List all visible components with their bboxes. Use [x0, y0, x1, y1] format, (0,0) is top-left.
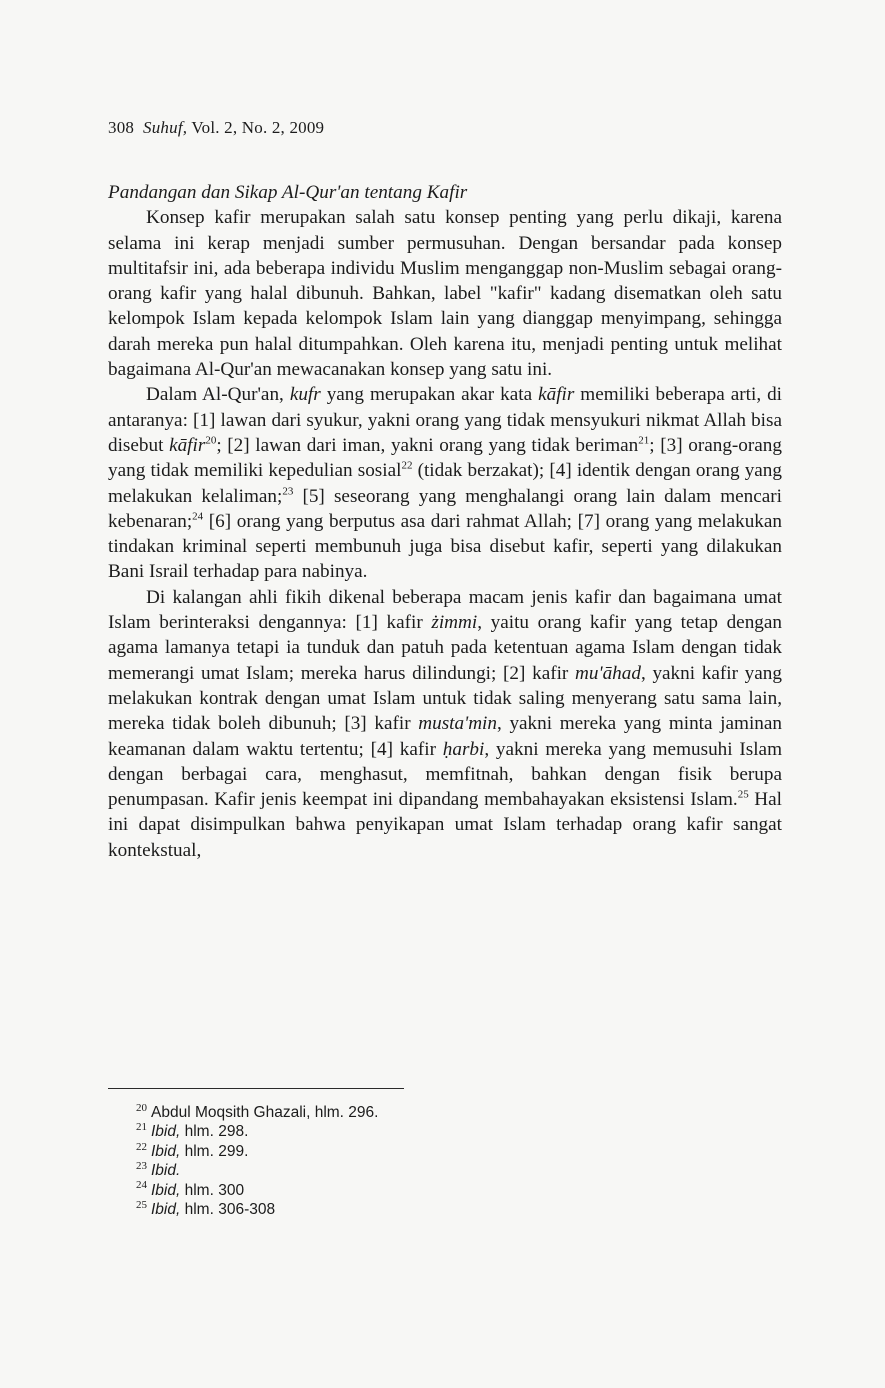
p3-text: Di kalangan ahli fikih dikenal beberapa macam jenis kafir dan bagaimana umat Islam berinteraksi dengannya: [1] kafir — [108, 586, 782, 634]
footnote — [136, 1161, 736, 1180]
journal-name: Suhuf, — [143, 118, 188, 137]
running-head — [108, 118, 324, 138]
p3-text: , yakni mereka yang minta jaminan keamanan dalam waktu tertentu; [4] kafir — [108, 713, 782, 760]
footnote-text: Abdul Moqsith Ghazali, hlm. 296. — [151, 1104, 379, 1121]
footnote-ref-25[interactable]: 25 — [737, 788, 749, 801]
volume-info: Vol. 2, No. 2, 2009 — [191, 118, 325, 137]
p3-text: , yaitu orang kafir yang tetap dengan agama lamanya tetapi ia tunduk dan patuh pada ketentuan agama Islam dengan tidak memerangi umat Islam; mereka harus dilindungi; [2] kafir — [108, 612, 782, 684]
footnote-ref-23[interactable]: 23 — [282, 485, 294, 498]
footnote — [136, 1181, 736, 1200]
footnote-text: hlm. 298. — [180, 1123, 249, 1141]
footnote-divider — [108, 1088, 404, 1089]
p3-text: , yakni kafir yang melakukan kontrak dengan umat Islam untuk tidak saling menyerang satu sama lain, mereka tidak boleh dibunuh; [3] kafir — [108, 662, 782, 735]
p2-text: ; [2] lawan dari iman, yakni orang yang tidak beriman — [216, 434, 639, 456]
footnote-number: 21 — [136, 1121, 147, 1134]
page-number: 308 — [108, 118, 135, 137]
term-zimmi: żimmi — [431, 612, 478, 634]
section-title: Pandangan dan Sikap Al-Qur'an tentang Kafir — [108, 182, 468, 203]
footnote — [136, 1142, 736, 1161]
term-harbi: ḥarbi — [442, 738, 485, 760]
term-kufr: kufr — [289, 384, 321, 406]
term-muahad: mu'āhad — [575, 662, 641, 684]
footnote — [136, 1103, 736, 1122]
footnote-ibid: Ibid, — [151, 1142, 181, 1160]
footnote-ref-22[interactable]: 22 — [401, 459, 413, 472]
p3-text: Hal ini dapat disimpulkan bahwa penyikapan umat Islam terhadap orang kafir sangat kontekstual, — [108, 789, 782, 861]
footnote-ibid: Ibid, — [151, 1181, 181, 1199]
footnote-ref-20[interactable]: 20 — [205, 434, 217, 447]
p2-text: yang merupakan akar kata — [320, 384, 539, 406]
term-kafir: kāfir — [169, 434, 206, 456]
p2-text: Dalam Al-Qur'an, — [146, 384, 290, 406]
p2-text: (tidak berzakat); [4] identik dengan orang yang melakukan kelaliman; — [108, 460, 782, 507]
footnote-number: 24 — [136, 1179, 147, 1192]
footnote-ibid: Ibid, — [151, 1201, 181, 1219]
p2-text: ; [3] orang-orang yang tidak memiliki kepedulian sosial — [108, 434, 782, 482]
footnote — [136, 1200, 736, 1219]
term-mustamin: musta'min — [418, 713, 497, 735]
footnote-number: 20 — [136, 1101, 147, 1114]
footnote-ref-24[interactable]: 24 — [192, 510, 204, 523]
p2-text: [5] seseorang yang menghalangi orang lain dalam mencari kebenaran; — [108, 485, 782, 532]
footnote-ref-21[interactable]: 21 — [638, 434, 650, 447]
footnote-ibid: Ibid. — [151, 1162, 181, 1180]
footnote-text: hlm. 300 — [180, 1181, 245, 1199]
p2-text: [6] orang yang berputus asa dari rahmat Allah; [7] orang yang melakukan tindakan kriminal seperti membunuh juga bisa disebut kafir, seperti yang dilakukan Bani Israil terhadap para nabinya. — [108, 510, 782, 583]
paragraph-2 — [108, 382, 782, 584]
term-kafir: kāfir — [538, 384, 575, 406]
footnote-ibid: Ibid, — [151, 1123, 181, 1141]
footnote — [136, 1122, 736, 1141]
footnote-text: hlm. 306-308 — [180, 1201, 276, 1219]
footnotes — [136, 1103, 736, 1219]
footnote-number: 25 — [136, 1198, 147, 1211]
footnote-number: 22 — [136, 1140, 147, 1153]
p2-text: memiliki beberapa arti, di antaranya: [1] lawan dari syukur, yakni orang yang tidak mensyukuri nikmat Allah bisa disebut — [108, 384, 783, 456]
paragraph-3 — [108, 585, 782, 863]
footnote-text: hlm. 299. — [180, 1142, 249, 1160]
footnote-number: 23 — [136, 1160, 147, 1173]
p3-text: , yakni mereka yang memusuhi Islam dengan berbagai cara, menghasut, memfitnah, bahkan dengan fisik berupa penumpasan. Kafir jenis keempat ini dipandang membahayakan eksistensi Islam. — [108, 738, 782, 811]
paragraph-1: Konsep kafir merupakan salah satu konsep penting yang perlu dikaji, karena selama ini kerap menjadi sumber permusuhan. Dengan bersandar pada konsep multitafsir ini, ada beberapa individu Muslim menganggap non-Muslim sebagai orang-orang kafir yang halal dibunuh. Bahkan, label "kafir" kadang disematkan oleh satu kelompok Islam kepada kelompok Islam lain yang dianggap menyimpang, sehingga darah mereka pun halal ditumpahkan. Oleh karena itu, menjadi penting untuk melihat bagaimana Al-Qur'an mewacanakan konsep yang satu ini. — [108, 207, 782, 381]
body-text — [108, 180, 782, 863]
